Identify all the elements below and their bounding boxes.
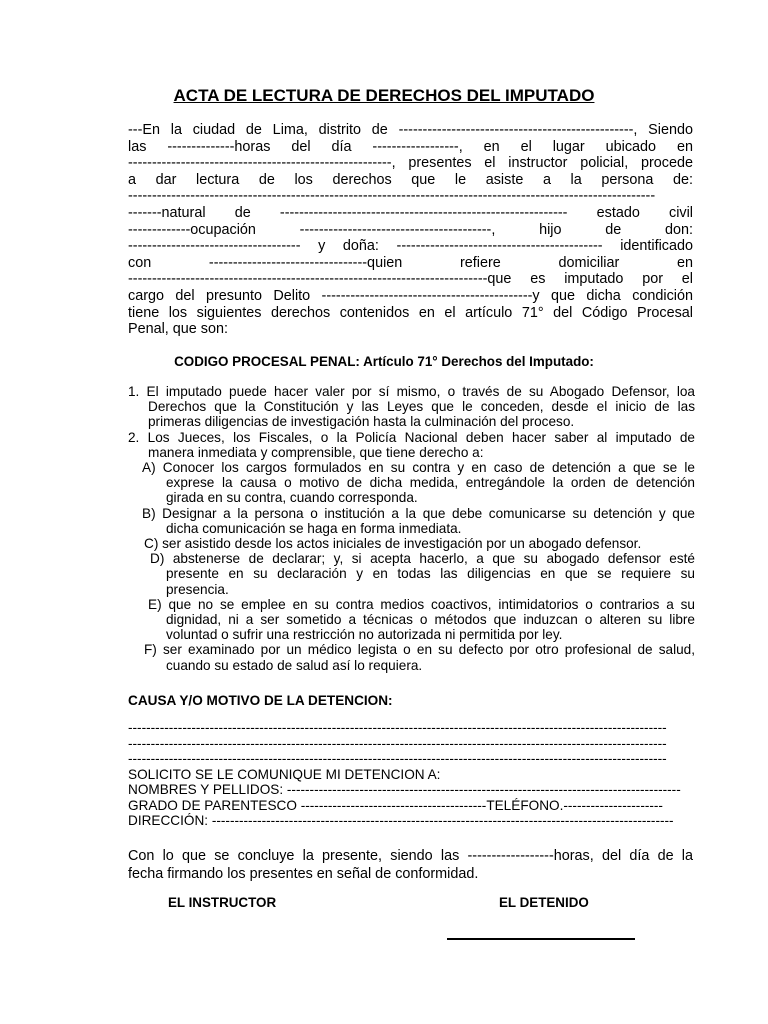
closing-line: Con lo que se concluye la presente, siendo las ------------------horas, del día de la <box>128 848 693 864</box>
rights-list-line: manera inmediata y comprensible, que tiene derecho a: <box>148 444 484 460</box>
form-line: ----------------------------------------------------------------------------------------------------------------------- <box>128 751 667 766</box>
intro-line: tiene los siguientes derechos contenidos en el artículo 71° del Código Procesal <box>128 304 693 321</box>
signature-line <box>447 938 635 940</box>
rights-list-line: 2. Los Jueces, los Fiscales, o la Policía Nacional deben hacer saber al imputado de <box>128 429 695 445</box>
cause-heading: CAUSA Y/O MOTIVO DE LA DETENCION: <box>128 693 393 708</box>
rights-list-line: E) que no se emplee en su contra medios coactivos, intimidatorios o contrarios a su <box>148 596 695 612</box>
rights-list-line: cuando su estado de salud así lo requiera. <box>166 657 423 673</box>
intro-line: con ---------------------------------quien refiere domiciliar en <box>128 254 693 271</box>
rights-list-line: presencia. <box>166 581 229 597</box>
rights-list-line: A) Conocer los cargos formulados en su contra y en caso de detención a que se le <box>142 460 695 476</box>
detenido-signature-label: EL DETENIDO <box>499 895 589 910</box>
intro-line: ---------------------------------------------------------------------------que es imputado por el <box>128 271 693 288</box>
rights-list-line: girada en su contra, cuando corresponda. <box>166 490 418 506</box>
form-line: SOLICITO SE LE COMUNIQUE MI DETENCION A: <box>128 766 441 782</box>
intro-line: Penal, que son: <box>128 321 229 338</box>
form-line: ----------------------------------------------------------------------------------------------------------------------- <box>128 735 667 751</box>
rights-list-line: dignidad, ni a ser sometido a técnicas o métodos que induzcan o alteren su libre <box>166 612 695 628</box>
rights-list-line: D) abstenerse de declarar; y, si acepta hacerlo, a que su abogado defensor esté <box>150 551 695 567</box>
rights-list-line: exprese la causa o motivo de dicha medida, entregándole la orden de detención <box>166 475 695 491</box>
intro-line: -------natural de ------------------------------------------------------------ estado civil <box>128 204 693 221</box>
detention-form <box>128 720 693 829</box>
intro-line: a dar lectura de los derechos que le asiste a la persona de: <box>128 171 693 188</box>
intro-paragraph <box>128 122 693 338</box>
form-line: ----------------------------------------------------------------------------------------------------------------------- <box>128 720 667 735</box>
closing-line: fecha firmando los presentes en señal de conformidad. <box>128 865 479 882</box>
intro-line: ------------------------------------ y doña: ------------------------------------------- identificado <box>128 238 693 255</box>
form-line: DIRECCIÓN: ------------------------------------------------------------------------------------------------------ <box>128 813 674 828</box>
rights-list-line: C) ser asistido desde los actos iniciales de investigación por un abogado defensor. <box>144 536 642 552</box>
rights-list-line: presente en su declaración y en todas las diligencias en que se requiere su <box>166 566 695 582</box>
intro-line: -------------------------------------------------------------------------------------------------------------- <box>128 188 656 205</box>
rights-list-line: Derechos que la Constitución y las Leyes que le conceden, desde el inicio de las <box>148 399 695 415</box>
intro-line: cargo del presunto Delito --------------------------------------------y que dicha condición <box>128 287 693 304</box>
intro-line: las --------------horas del día ------------------, en el lugar ubicado en <box>128 138 693 155</box>
rights-list-line: 1. El imputado puede hacer valer por sí mismo, o través de su Abogado Defensor, loa <box>128 384 695 399</box>
intro-line: ---En la ciudad de Lima, distrito de -------------------------------------------------, Siendo <box>128 122 693 138</box>
rights-list-line: B) Designar a la persona o institución a la que debe comunicarse su detención y que <box>142 505 695 521</box>
instructor-signature-label: EL INSTRUCTOR <box>168 895 277 910</box>
rights-list-line: voluntad o sufrir una restricción no autorizada ni permitida por ley. <box>166 627 563 643</box>
closing-paragraph <box>128 848 693 883</box>
rights-list-line: primeras diligencias de investigación hasta la culminación del proceso. <box>148 414 575 430</box>
rights-list-line: dicha comunicación se haga en forma inmediata. <box>166 520 462 536</box>
form-line: NOMBRES Y PELLIDOS: --------------------------------------------------------------------------------------- <box>128 782 681 797</box>
form-line: GRADO DE PARENTESCO -----------------------------------------TELÉFONO.---------------------- <box>128 797 663 813</box>
intro-line: -------------------------------------------------------, presentes el instructor policial, procede <box>128 155 693 172</box>
rights-list-line: F) ser examinado por un médico legista o en su defecto por otro profesional de salud, <box>144 642 695 658</box>
code-section-title: CODIGO PROCESAL PENAL: Artículo 71° Derechos del Imputado: <box>174 354 594 369</box>
document-title: ACTA DE LECTURA DE DERECHOS DEL IMPUTADO <box>173 86 595 105</box>
rights-list <box>128 384 695 673</box>
intro-line: -------------ocupación ----------------------------------------, hijo de don: <box>128 221 693 238</box>
